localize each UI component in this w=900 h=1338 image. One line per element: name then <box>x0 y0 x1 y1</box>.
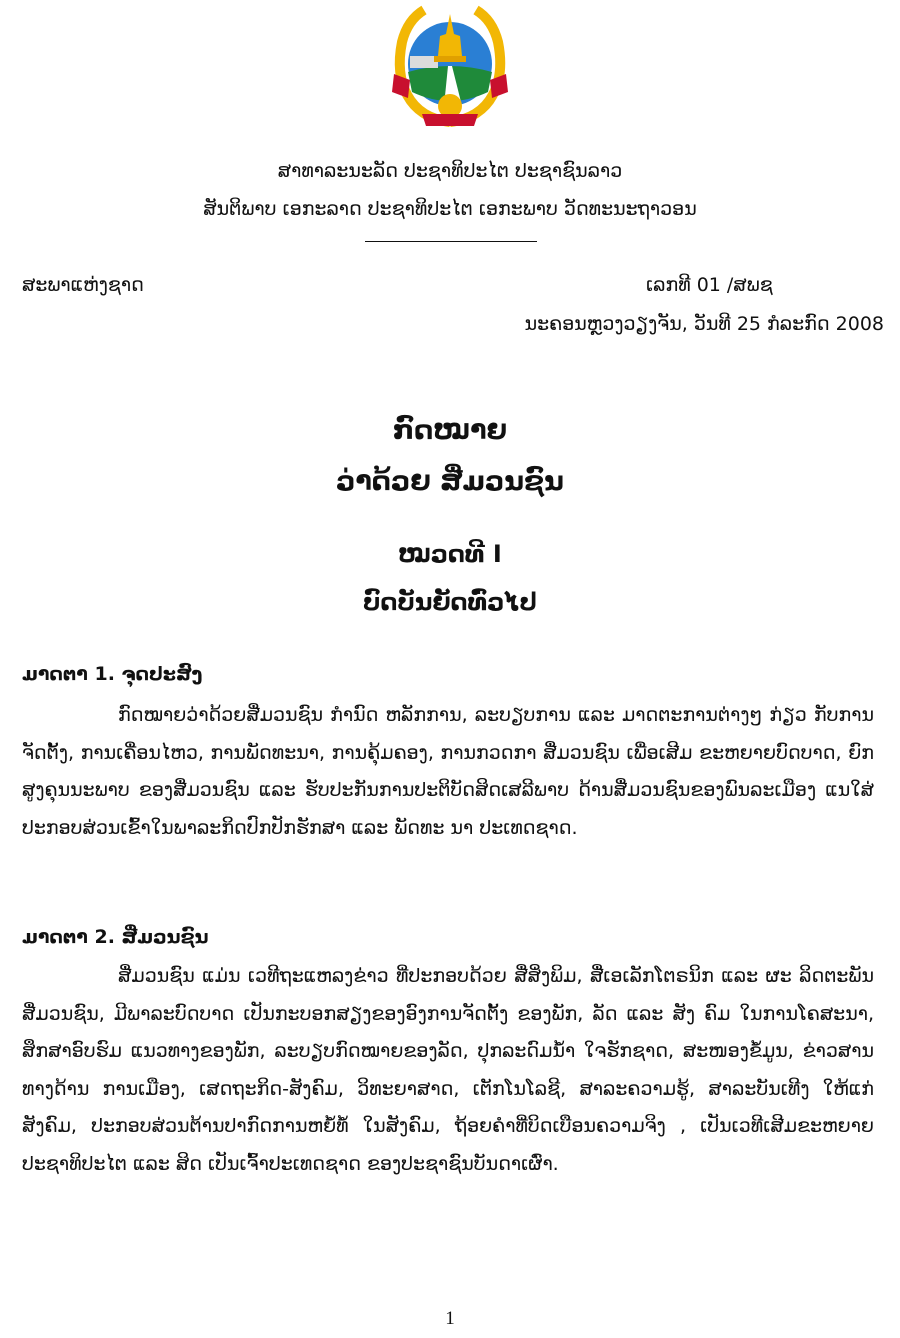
chapter-title: ບົດບັນຍັດທົ່ວໄປ <box>363 588 537 616</box>
article-2-body <box>22 958 874 1183</box>
article-2-text: ລິດຕະພັນສື່ມວນຊົນ, ມີພາລະບົດບາດ ເປັນກະບອກສຽງຂອງອົງການຈັດຕັ້ງ ຂອງພັກ, ລັດ ແລະ ສັງ ຄົມ ໃນການໂຄສະນາ, ສຶກສາອົບຮົມ ແນວທາງຂອງພັກ, ລະບຽບກົດໝາຍຂອງລັດ, ປຸກລະດົມນ້ຳ ໃຈຮັກຊາດ, ສະໜອງຂໍ້ມູນ, ຂ່າວສານທາງດ້ານ ການເມືອງ, ເສດຖະກິດ-ສັງຄົມ, ວິທະຍາສາດ, ເຕັກໂນໂລຊີ, ສາລະຄວາມຮູ້, ສາລະບັນເທີງ ໃຫ້ແກ່ສັງຄົມ, ປະກອບສ່ວນຕ້ານປາກົດການຫຍໍ້ທໍ້ ໃນສັງຄົມ, ຖ້ອຍຄໍາທີ່ບິດເບືອນຄວາມຈິງ , ເປັນເວທີເສີມຂະຫຍາຍປະຊາທິປະໄຕ ແລະ ສິດ ເປັນເຈົ້າປະເທດຊາດ ຂອງປະຊາຊົນບັນດາເຜົ່າ. <box>22 965 874 1175</box>
header-country-name: ສາທາລະນະລັດ ປະຊາທິປະໄຕ ປະຊາຊົນລາວ <box>277 160 623 182</box>
article-1-heading: ມາດຕາ 1. ຈຸດປະສົງ <box>22 663 203 685</box>
header-motto: ສັນຕິພາບ ເອກະລາດ ປະຊາທິປະໄຕ ເອກະພາບ ວັດທະນະຖາວອນ <box>203 198 697 220</box>
article-1-text: ກັບການຈັດຕັ້ງ, ການເຄື່ອນໄຫວ, ການພັດທະນາ, ການຄຸ້ມຄອງ, ການກວດກາ ສື່ມວນຊົນ ເພື່ອເສີມ ຂະຫຍາຍບົດບາດ, ຍົກສູງຄຸນນະພາບ ຂອງສື່ມວນຊົນ ແລະ ຮັບປະກັນການປະຕິບັດສິດເສລີພາບ ດ້ານສື່ມວນຊົນຂອງພົນລະເມືອງ ແນໃສ່ປະກອບສ່ວນເຂົ້າໃນພາລະກິດປົກປັກຮັກສາ ແລະ ພັດທະ ນາ ປະເທດຊາດ. <box>22 704 874 839</box>
article-2-heading: ມາດຕາ 2. ສື່ມວນຊົນ <box>22 926 209 948</box>
article-1-body <box>22 697 874 847</box>
header-divider <box>365 241 537 242</box>
lao-national-emblem <box>388 2 512 130</box>
article-2-first-line: ສື່ມວນຊົນ ແມ່ນ ເວທີຖະແຫລງຂ່າວ ທີ່ປະກອບດ້ວຍ ສື່ສິ່ງພິມ, ສື່ເອເລັກໂຕຣນິກ ແລະ ຜະ <box>118 965 792 987</box>
page-number: 1 <box>445 1308 455 1329</box>
lao-national-emblem-icon <box>388 2 512 130</box>
document-subtitle: ວ່າດ້ວຍ ສື່ມວນຊົນ <box>336 466 564 497</box>
issuer-label: ສະພາແຫ່ງຊາດ <box>22 274 144 296</box>
document-title: ກົດໝາຍ <box>392 415 508 446</box>
document-number: ເລກທີ 01 /ສພຊ <box>646 274 773 296</box>
date-line: ນະຄອນຫຼວງວຽງຈັນ, ວັນທີ 25 ກໍລະກົດ 2008 <box>524 313 884 335</box>
chapter-number: ໝວດທີ I <box>398 540 502 568</box>
article-1-first-line: ກົດໝາຍວ່າດ້ວຍສື່ມວນຊົນ ກໍານົດ ຫລັກການ, ລະບຽບການ ແລະ ມາດຕະການຕ່າງໆ ກ່ຽວ <box>118 704 807 726</box>
